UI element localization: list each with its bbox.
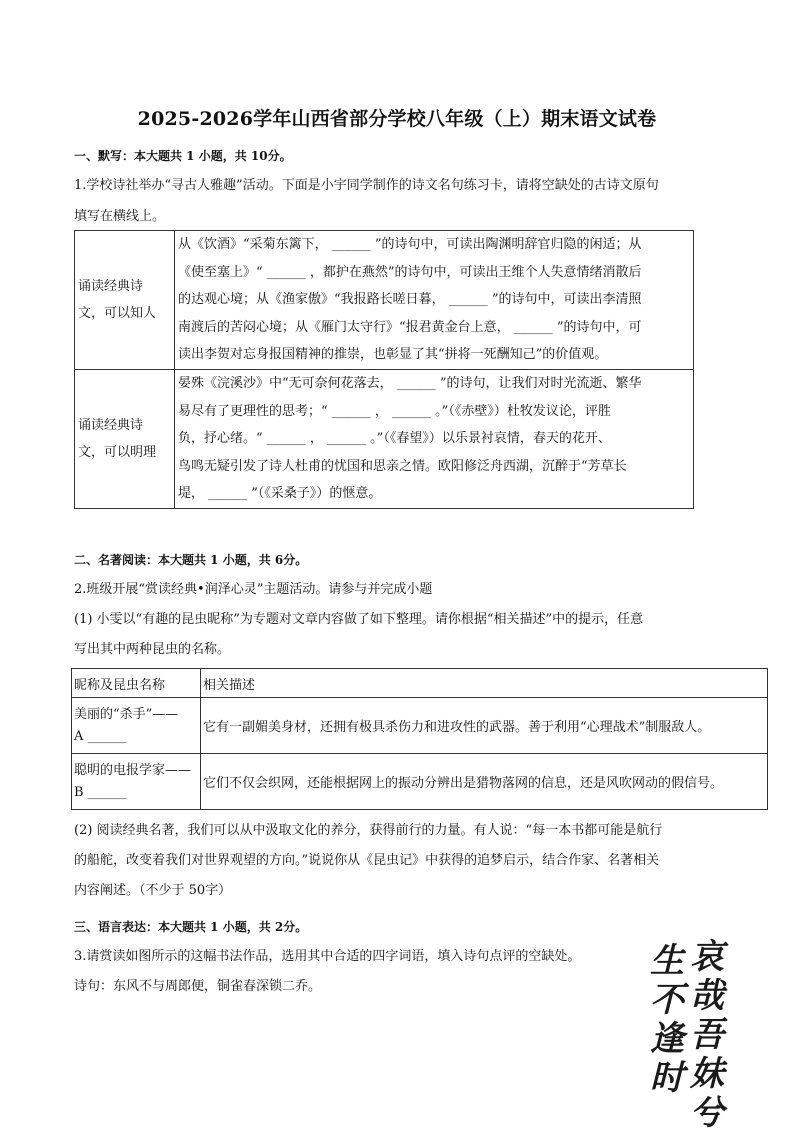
name-line: B ______: [74, 784, 127, 800]
calligraphy-character: 哉: [690, 976, 724, 1016]
section3-heading: 三、语言表达：本大题共 1 小题，共 2分。: [74, 920, 308, 934]
table-row: [72, 754, 768, 810]
calligraphy-character: 妹: [690, 1054, 724, 1094]
calligraphy-character: 时: [650, 1058, 684, 1098]
sub-question-2: [74, 816, 724, 906]
insect-name-cell: [72, 698, 201, 754]
content-line: 晏殊《浣溪沙》中“无可奈何花落去， ______ ”的诗句，让我们对时光流逝、繁华: [178, 375, 642, 391]
row-content: [175, 369, 694, 508]
question-3-poem: 诗句：东风不与周郎便，铜雀春深锁二乔。: [74, 979, 322, 994]
row-content: [175, 231, 694, 370]
content-line: 从《饮酒》“采菊东篱下， ______ ”的诗句中，可读出陶渊明辞官归隐的闲适；从: [178, 237, 642, 252]
sub-question-2-line: (2) 阅读经典名著，我们可以从中汲取文化的养分，获得前行的力量。有人说：“每一本书都可能是航行: [74, 823, 663, 838]
insect-name-cell: [72, 754, 201, 810]
question-1-line: 填写在横线上。: [74, 209, 166, 224]
content-line: 读出李贺对忘身报国精神的推崇，也彰显了其“拼将一死酬知己”的价值观。: [178, 347, 608, 363]
content-line: 鸟鸣无疑引发了诗人杜甫的忧国和思亲之情。欧阳修泛舟西湖，沉醉于“芳草长: [178, 458, 627, 474]
content-line: 易尽有了更理性的思考；“ ______ ， ______ 。”（《赤壁》）杜牧发议论，评胜: [178, 403, 611, 419]
content-line: 《使至塞上》“ ______ ，都护在燕然”的诗句中，可读出王维个人失意情绪消散后: [178, 264, 642, 280]
label-line: 诵读经典诗: [78, 278, 144, 294]
table-row: [75, 369, 694, 508]
label-line: 诵读经典诗: [78, 417, 144, 433]
content-line: 负，抒心绪。“ ______ ， ______ 。”（《春望》）以乐景衬哀情，春天的花开、: [178, 431, 611, 447]
question-3: [74, 942, 634, 1002]
calligraphy-character: 不: [650, 980, 684, 1020]
row-label: [75, 369, 175, 508]
question-1-line: 1.学校诗社举办“寻古人雅趣”活动。下面是小宇同学制作的诗文名句练习卡，请将空缺处的古诗文原句: [74, 178, 659, 193]
calligraphy-right-column: [688, 938, 726, 1133]
name-line: A ______: [74, 728, 127, 744]
row-label: [75, 231, 175, 370]
sub-question-2-line: 内容阐述。（不少于 50字）: [74, 883, 232, 898]
insect-desc-cell: 它有一副媚美身材，还拥有极具杀伤力和进攻性的武器。善于利用“心理战术”制服敌人。: [201, 698, 768, 754]
sub-question-1-line: (1) 小雯以“有趣的昆虫昵称”为专题对文章内容做了如下整理。请你根据“相关描述”中的提示，任意: [74, 612, 644, 627]
calligraphy-character: 兮: [690, 1093, 724, 1133]
insect-desc-cell: 它们不仅会织网，还能根据网上的振动分辨出是猎物落网的信息，还是风吹网动的假信号。: [201, 754, 768, 810]
calligraphy-character: 吾: [690, 1015, 724, 1055]
question-1: [74, 170, 724, 232]
table-header-row: [72, 669, 768, 698]
calligraphy-character: 哀: [690, 937, 724, 977]
sub-question-2-line: 的船舵，改变着我们对世界观望的方向。”说说你从《昆虫记》中获得的追梦启示，结合作家、名著相关: [74, 853, 660, 868]
section1-heading: 一、默写：本大题共 1 小题，共 10分。: [74, 149, 292, 163]
label-line: 文，可以明理: [78, 444, 157, 460]
calligraphy-character: 生: [650, 941, 684, 981]
page-title: 2025-2026学年山西省部分学校八年级（上）期末语文试卷: [137, 108, 657, 130]
calligraphy-image: [646, 937, 726, 1133]
column-header: 昵称及昆虫名称: [72, 669, 201, 698]
question-2-text: 2.班级开展“赏读经典•润泽心灵”主题活动。请参与并完成小题: [74, 582, 433, 597]
sub-question-1-line: 写出其中两种昆虫的名称。: [74, 642, 231, 657]
name-line: 美丽的“杀手”——: [74, 706, 179, 722]
column-header: 相关描述: [201, 669, 768, 698]
content-line: 堤， ______ ”（《采桑子》）的惬意。: [178, 486, 382, 502]
section2-heading: 二、名著阅读：本大题共 1 小题，共 6分。: [74, 553, 308, 567]
poetry-table: [74, 230, 694, 509]
table-row: [72, 698, 768, 754]
calligraphy-character: 逢: [650, 1019, 684, 1059]
insect-table: [71, 668, 768, 810]
question-3-text: 3.请赏读如图所示的这幅书法作品，选用其中合适的四字词语，填入诗句点评的空缺处。: [74, 949, 581, 964]
calligraphy-left-column: [648, 942, 686, 1098]
content-line: 南渡后的苦闷心境；从《雁门太守行》“报君黄金台上意， ______ ”的诗句中，可: [178, 319, 642, 335]
name-line: 聪明的电报学家——: [74, 762, 192, 778]
content-line: 的达观心境；从《渔家傲》“我报路长嗟日暮， ______ ”的诗句中，可读出李清照: [178, 292, 642, 308]
label-line: 文，可以知人: [78, 305, 157, 321]
question-2: [74, 575, 724, 665]
table-row: [75, 231, 694, 370]
